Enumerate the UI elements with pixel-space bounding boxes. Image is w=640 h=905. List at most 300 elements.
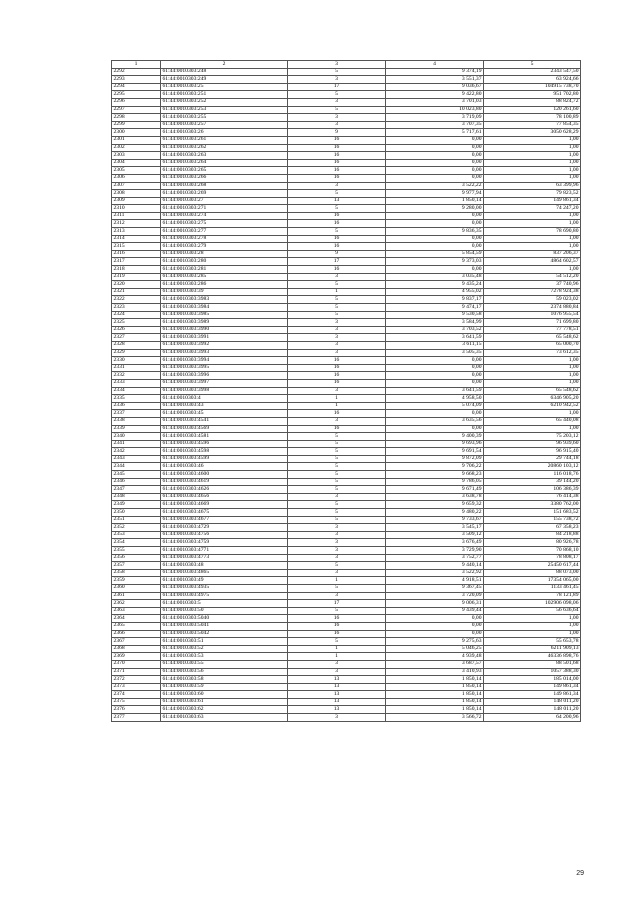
rate-cell: 1 850,14	[386, 698, 484, 706]
row-number-cell: 2312	[112, 220, 161, 228]
rate-cell: 1 850,14	[386, 706, 484, 714]
type-code-cell: 16	[288, 410, 386, 418]
row-number-cell: 2375	[112, 698, 161, 706]
row-number-cell: 2348	[112, 493, 161, 501]
rate-cell: 3 522,92	[386, 569, 484, 577]
row-number-cell: 2376	[112, 706, 161, 714]
type-code-cell: 5	[288, 440, 386, 448]
row-number-cell: 2315	[112, 243, 161, 251]
cadastral-value-cell: 96 915,40	[484, 448, 581, 456]
table-row	[112, 91, 581, 99]
type-code-cell: 3	[288, 341, 386, 349]
type-code-cell: 3	[288, 660, 386, 668]
table-row	[112, 159, 581, 167]
row-number-cell: 2301	[112, 136, 161, 144]
cadastral-number-cell: 61:44:0010303:49	[161, 577, 288, 585]
table-row	[112, 266, 581, 274]
cadastral-number-cell: 61:44:0010303:3998	[161, 387, 288, 395]
cadastral-value-cell: 65 548,62	[484, 334, 581, 342]
row-number-cell: 2355	[112, 547, 161, 555]
cadastral-number-cell: 61:44:0010303:264	[161, 159, 288, 167]
rate-cell: 0,00	[386, 425, 484, 433]
table-row	[112, 197, 581, 205]
rate-cell: 0,00	[386, 167, 484, 175]
row-number-cell: 2331	[112, 364, 161, 372]
cadastral-value-cell: 1,00	[484, 622, 581, 630]
cadastral-value-table	[111, 60, 581, 722]
cadastral-value-cell: 73 612,35	[484, 349, 581, 357]
table-row	[112, 387, 581, 395]
cadastral-value-cell: 149 861,34	[484, 691, 581, 699]
row-number-cell: 2332	[112, 372, 161, 380]
cadastral-number-cell: 61:44:0010303:4669	[161, 501, 288, 509]
cadastral-value-cell: 64 200,96	[484, 714, 581, 722]
cadastral-value-cell: 1,00	[484, 357, 581, 365]
cadastral-value-cell: 6210 942,52	[484, 402, 581, 410]
cadastral-number-cell: 61:44:0010303:3996	[161, 372, 288, 380]
row-number-cell: 2366	[112, 630, 161, 638]
cadastral-number-cell: 61:44:0010303:268	[161, 182, 288, 190]
cadastral-number-cell: 61:44:0010303:51	[161, 638, 288, 646]
row-number-cell: 2339	[112, 425, 161, 433]
rate-cell: 9 400,39	[386, 433, 484, 441]
cadastral-value-cell: 148 011,20	[484, 706, 581, 714]
cadastral-value-cell: 3380 762,00	[484, 501, 581, 509]
row-number-cell: 2295	[112, 91, 161, 99]
cadastral-value-cell: 1,00	[484, 379, 581, 387]
table-row	[112, 402, 581, 410]
rate-cell: 9 422,80	[386, 91, 484, 99]
rate-cell: 0,00	[386, 220, 484, 228]
table-row	[112, 600, 581, 608]
row-number-cell: 2322	[112, 296, 161, 304]
table-row	[112, 501, 581, 509]
cadastral-number-cell: 61:44:0010303:4675	[161, 509, 288, 517]
cadastral-value-cell: 7278 924,38	[484, 288, 581, 296]
table-row	[112, 440, 581, 448]
cadastral-number-cell: 61:44:0010303:58	[161, 676, 288, 684]
type-code-cell: 3	[288, 387, 386, 395]
rate-cell: 0,00	[386, 266, 484, 274]
rate-cell: 9 668,23	[386, 471, 484, 479]
table-row	[112, 455, 581, 463]
table-row	[112, 220, 581, 228]
type-code-cell: 3	[288, 547, 386, 555]
row-number-cell: 2293	[112, 76, 161, 84]
cadastral-value-cell: 6211 909,13	[484, 645, 581, 653]
type-code-cell: 3	[288, 76, 386, 84]
cadastral-number-cell: 61:44:0010303:249	[161, 76, 288, 84]
cadastral-value-cell: 149 861,34	[484, 683, 581, 691]
rate-cell: 3 635,56	[386, 417, 484, 425]
type-code-cell: 1	[288, 577, 386, 585]
type-code-cell: 5	[288, 516, 386, 524]
type-code-cell: 17	[288, 258, 386, 266]
row-number-cell: 2349	[112, 501, 161, 509]
cadastral-number-cell: 61:44:0010303:4	[161, 395, 288, 403]
row-number-cell: 2340	[112, 433, 161, 441]
cadastral-number-cell: 61:44:0010303:281	[161, 266, 288, 274]
type-code-cell: 3	[288, 417, 386, 425]
row-number-cell: 2326	[112, 326, 161, 334]
cadastral-value-cell: 951 702,80	[484, 91, 581, 99]
rate-cell: 0,00	[386, 174, 484, 182]
rate-cell: 9 275,63	[386, 638, 484, 646]
type-code-cell: 16	[288, 630, 386, 638]
cadastral-value-cell: 120 261,60	[484, 106, 581, 114]
row-number-cell: 2354	[112, 539, 161, 547]
cadastral-value-cell: 20860 103,12	[484, 463, 581, 471]
row-number-cell: 2309	[112, 197, 161, 205]
cadastral-number-cell: 61:44:0010303:4975	[161, 592, 288, 600]
rate-cell: 0,00	[386, 235, 484, 243]
type-code-cell: 3	[288, 273, 386, 281]
row-number-cell: 2365	[112, 622, 161, 630]
cadastral-value-cell: 2343 547,50	[484, 68, 581, 76]
table-row	[112, 174, 581, 182]
cadastral-number-cell: 61:44:0010303:4599	[161, 455, 288, 463]
type-code-cell: 3	[288, 349, 386, 357]
rate-cell: 5 046,25	[386, 645, 484, 653]
cadastral-value-cell: 151 683,52	[484, 509, 581, 517]
cadastral-number-cell: 61:44:0010303:27	[161, 197, 288, 205]
cadastral-value-cell: 71 699,80	[484, 319, 581, 327]
cadastral-number-cell: 61:44:0010303:4626	[161, 486, 288, 494]
rate-cell: 1 850,14	[386, 197, 484, 205]
type-code-cell: 3	[288, 98, 386, 106]
row-number-cell: 2305	[112, 167, 161, 175]
type-code-cell: 16	[288, 235, 386, 243]
cadastral-number-cell: 61:44:0010303:4596	[161, 440, 288, 448]
table-row	[112, 547, 581, 555]
type-code-cell: 3	[288, 326, 386, 334]
rate-cell: 0,00	[386, 357, 484, 365]
cadastral-number-cell: 61:44:0010303:4756	[161, 531, 288, 539]
table-row	[112, 638, 581, 646]
cadastral-value-cell: 59 023,02	[484, 296, 581, 304]
table-row	[112, 311, 581, 319]
type-code-cell: 16	[288, 174, 386, 182]
cadastral-number-cell: 61:44:0010303:4729	[161, 524, 288, 532]
table-row	[112, 569, 581, 577]
row-number-cell: 2307	[112, 182, 161, 190]
cadastral-number-cell: 61:44:0010303:263	[161, 152, 288, 160]
row-number-cell: 2335	[112, 395, 161, 403]
row-number-cell: 2320	[112, 281, 161, 289]
cadastral-number-cell: 61:44:0010303:4581	[161, 433, 288, 441]
cadastral-value-cell: 56 636,64	[484, 607, 581, 615]
cadastral-number-cell: 61:44:0010303:261	[161, 136, 288, 144]
cadastral-value-cell: 37 740,96	[484, 281, 581, 289]
rate-cell: 0,00	[386, 144, 484, 152]
cadastral-number-cell: 61:44:0010303:53	[161, 653, 288, 661]
cadastral-value-cell: 4864 602,57	[484, 258, 581, 266]
row-number-cell: 2325	[112, 319, 161, 327]
cadastral-number-cell: 61:44:0010303:252	[161, 98, 288, 106]
cadastral-value-cell: 75 203,12	[484, 433, 581, 441]
table-row	[112, 379, 581, 387]
type-code-cell: 5	[288, 562, 386, 570]
cadastral-value-cell: 2374 880,84	[484, 304, 581, 312]
type-code-cell: 13	[288, 683, 386, 691]
row-number-cell: 2341	[112, 440, 161, 448]
row-number-cell: 2374	[112, 691, 161, 699]
type-code-cell: 3	[288, 592, 386, 600]
table-row	[112, 182, 581, 190]
cadastral-value-cell: 1057 388,30	[484, 668, 581, 676]
table-row	[112, 98, 581, 106]
cadastral-value-cell: 1,00	[484, 615, 581, 623]
rate-cell: 0,00	[386, 410, 484, 418]
row-number-cell: 2362	[112, 600, 161, 608]
type-code-cell: 5	[288, 478, 386, 486]
table-row	[112, 273, 581, 281]
type-code-cell: 16	[288, 372, 386, 380]
cadastral-number-cell: 61:44:0010303:3994	[161, 357, 288, 365]
page-number: 29	[576, 870, 584, 877]
table-row	[112, 577, 581, 585]
table-row	[112, 395, 581, 403]
type-code-cell: 5	[288, 486, 386, 494]
rate-cell: 4 958,50	[386, 395, 484, 403]
rate-cell: 9 367,45	[386, 584, 484, 592]
type-code-cell: 17	[288, 83, 386, 91]
cadastral-value-cell: 116 018,76	[484, 471, 581, 479]
type-code-cell: 13	[288, 197, 386, 205]
type-code-cell: 3	[288, 182, 386, 190]
cadastral-value-cell: 25450 617,44	[484, 562, 581, 570]
row-number-cell: 2306	[112, 174, 161, 182]
row-number-cell: 2302	[112, 144, 161, 152]
cadastral-number-cell: 61:44:0010303:4771	[161, 547, 288, 555]
type-code-cell: 16	[288, 220, 386, 228]
type-code-cell: 16	[288, 152, 386, 160]
rate-cell: 3 729,90	[386, 547, 484, 555]
type-code-cell: 16	[288, 379, 386, 387]
type-code-cell: 3	[288, 334, 386, 342]
cadastral-value-cell: 74 247,20	[484, 205, 581, 213]
cadastral-value-cell: 149 861,34	[484, 197, 581, 205]
row-number-cell: 2372	[112, 676, 161, 684]
rate-cell: 4 939,48	[386, 653, 484, 661]
row-number-cell: 2346	[112, 478, 161, 486]
rate-cell: 3 641,59	[386, 387, 484, 395]
table-row	[112, 554, 581, 562]
row-number-cell: 2313	[112, 228, 161, 236]
table-row	[112, 228, 581, 236]
rate-cell: 9 439,44	[386, 607, 484, 615]
cadastral-number-cell: 61:44:0010303:3989	[161, 319, 288, 327]
type-code-cell: 3	[288, 319, 386, 327]
cadastral-number-cell: 61:44:0010303:5042	[161, 630, 288, 638]
rate-cell: 9 659,32	[386, 501, 484, 509]
rate-cell: 0,00	[386, 372, 484, 380]
cadastral-value-cell: 78 121,89	[484, 592, 581, 600]
cadastral-number-cell: 61:44:0010303:3984	[161, 304, 288, 312]
cadastral-value-cell: 63 399,96	[484, 182, 581, 190]
row-number-cell: 2304	[112, 159, 161, 167]
cadastral-value-cell: 88 073,00	[484, 569, 581, 577]
rate-cell: 3 687,57	[386, 660, 484, 668]
cadastral-number-cell: 61:44:0010303:25	[161, 83, 288, 91]
table-row	[112, 288, 581, 296]
type-code-cell: 5	[288, 448, 386, 456]
cadastral-number-cell: 61:44:0010303:3997	[161, 379, 288, 387]
cadastral-value-cell: 1,00	[484, 167, 581, 175]
cadastral-value-cell: 63 924,66	[484, 76, 581, 84]
type-code-cell: 3	[288, 531, 386, 539]
row-number-cell: 2330	[112, 357, 161, 365]
table-row	[112, 486, 581, 494]
table-row	[112, 304, 581, 312]
cadastral-number-cell: 61:44:0010303:63	[161, 714, 288, 722]
rate-cell: 9 872,09	[386, 455, 484, 463]
rate-cell: 1 850,14	[386, 676, 484, 684]
rate-cell: 9 373,03	[386, 258, 484, 266]
cadastral-number-cell: 61:44:0010303:278	[161, 235, 288, 243]
row-number-cell: 2373	[112, 683, 161, 691]
cadastral-value-cell: 1,00	[484, 410, 581, 418]
type-code-cell: 5	[288, 433, 386, 441]
row-number-cell: 2358	[112, 569, 161, 577]
rate-cell: 5 074,09	[386, 402, 484, 410]
rate-cell: 3 410,93	[386, 668, 484, 676]
rate-cell: 9 440,14	[386, 562, 484, 570]
cadastral-value-cell: 106 386,39	[484, 486, 581, 494]
type-code-cell: 5	[288, 68, 386, 76]
cadastral-value-cell: 65 548,62	[484, 387, 581, 395]
cadastral-value-cell: 1,00	[484, 364, 581, 372]
cadastral-number-cell: 61:44:0010303:285	[161, 273, 288, 281]
table-row	[112, 691, 581, 699]
cadastral-value-cell: 76 414,38	[484, 493, 581, 501]
type-code-cell: 16	[288, 425, 386, 433]
table-row	[112, 714, 581, 722]
rate-cell: 9 733,67	[386, 516, 484, 524]
cadastral-number-cell: 61:44:0010303:60	[161, 691, 288, 699]
table-row	[112, 448, 581, 456]
rate-cell: 10 023,80	[386, 106, 484, 114]
table-row	[112, 539, 581, 547]
cadastral-number-cell: 61:44:0010303:271	[161, 205, 288, 213]
table-row	[112, 410, 581, 418]
rate-cell: 9 706,22	[386, 463, 484, 471]
row-number-cell: 2370	[112, 660, 161, 668]
type-code-cell: 3	[288, 524, 386, 532]
cadastral-value-cell: 1,00	[484, 159, 581, 167]
table-row	[112, 319, 581, 327]
rate-cell: 9 693,96	[386, 440, 484, 448]
cadastral-value-cell: 67 358,23	[484, 524, 581, 532]
table-row	[112, 136, 581, 144]
type-code-cell: 16	[288, 159, 386, 167]
row-number-cell: 2324	[112, 311, 161, 319]
rate-cell: 5 717,61	[386, 129, 484, 137]
type-code-cell: 16	[288, 615, 386, 623]
rate-cell: 3 707,35	[386, 121, 484, 129]
row-number-cell: 2329	[112, 349, 161, 357]
row-number-cell: 2344	[112, 463, 161, 471]
rate-cell: 0,00	[386, 152, 484, 160]
table-row	[112, 250, 581, 258]
table-row	[112, 114, 581, 122]
cadastral-number-cell: 61:44:0010303:55	[161, 660, 288, 668]
row-number-cell: 2351	[112, 516, 161, 524]
cadastral-number-cell: 61:44:0010303:4865	[161, 569, 288, 577]
table-row	[112, 372, 581, 380]
type-code-cell: 1	[288, 402, 386, 410]
type-code-cell: 3	[288, 668, 386, 676]
cadastral-value-cell: 1,00	[484, 174, 581, 182]
row-number-cell: 2361	[112, 592, 161, 600]
rate-cell: 0,00	[386, 212, 484, 220]
type-code-cell: 5	[288, 304, 386, 312]
cadastral-number-cell: 61:44:0010303:286	[161, 281, 288, 289]
row-number-cell: 2338	[112, 417, 161, 425]
rate-cell: 4 955,02	[386, 288, 484, 296]
rate-cell: 3 611,15	[386, 341, 484, 349]
type-code-cell: 3	[288, 554, 386, 562]
cadastral-value-cell: 65 000,70	[484, 341, 581, 349]
cadastral-value-cell: 96 939,60	[484, 440, 581, 448]
cadastral-number-cell: 61:44:0010303:39	[161, 288, 288, 296]
row-number-cell: 2317	[112, 258, 161, 266]
cadastral-number-cell: 61:44:0010303:48	[161, 562, 288, 570]
row-number-cell: 2316	[112, 250, 161, 258]
cadastral-value-cell: 78 808,17	[484, 554, 581, 562]
row-number-cell: 2369	[112, 653, 161, 661]
rate-cell: 0,00	[386, 630, 484, 638]
cadastral-number-cell: 61:44:0010303:4773	[161, 554, 288, 562]
table-row	[112, 341, 581, 349]
cadastral-number-cell: 61:44:0010303:4656	[161, 493, 288, 501]
cadastral-value-cell: 46336 898,76	[484, 653, 581, 661]
rate-cell: 9 480,22	[386, 509, 484, 517]
table-row	[112, 326, 581, 334]
table-row	[112, 509, 581, 517]
row-number-cell: 2308	[112, 190, 161, 198]
table-row	[112, 630, 581, 638]
rate-cell: 9 006,31	[386, 600, 484, 608]
table-row	[112, 698, 581, 706]
row-number-cell: 2319	[112, 273, 161, 281]
row-number-cell: 2364	[112, 615, 161, 623]
type-code-cell: 5	[288, 228, 386, 236]
rate-cell: 3 551,37	[386, 76, 484, 84]
cadastral-value-cell: 1,00	[484, 235, 581, 243]
cadastral-number-cell: 61:44:0010303:248	[161, 68, 288, 76]
cadastral-value-cell: 1133 461,45	[484, 584, 581, 592]
table-row	[112, 349, 581, 357]
row-number-cell: 2318	[112, 266, 161, 274]
row-number-cell: 2333	[112, 379, 161, 387]
cadastral-number-cell: 61:44:0010303:4541	[161, 417, 288, 425]
cadastral-number-cell: 61:44:0010303:28	[161, 250, 288, 258]
cadastral-number-cell: 61:44:0010303:5040	[161, 615, 288, 623]
rate-cell: 0,00	[386, 379, 484, 387]
table-row	[112, 144, 581, 152]
cadastral-value-cell: 88 824,72	[484, 98, 581, 106]
cadastral-value-cell: 39 144,20	[484, 478, 581, 486]
column-header: 3	[288, 61, 386, 69]
rate-cell: 4 918,51	[386, 577, 484, 585]
cadastral-value-cell: 1,00	[484, 372, 581, 380]
type-code-cell: 5	[288, 584, 386, 592]
rate-cell: 9 435,24	[386, 281, 484, 289]
cadastral-number-cell: 61:44:0010303:277	[161, 228, 288, 236]
row-number-cell: 2327	[112, 334, 161, 342]
cadastral-number-cell: 61:44:0010303:3992	[161, 341, 288, 349]
